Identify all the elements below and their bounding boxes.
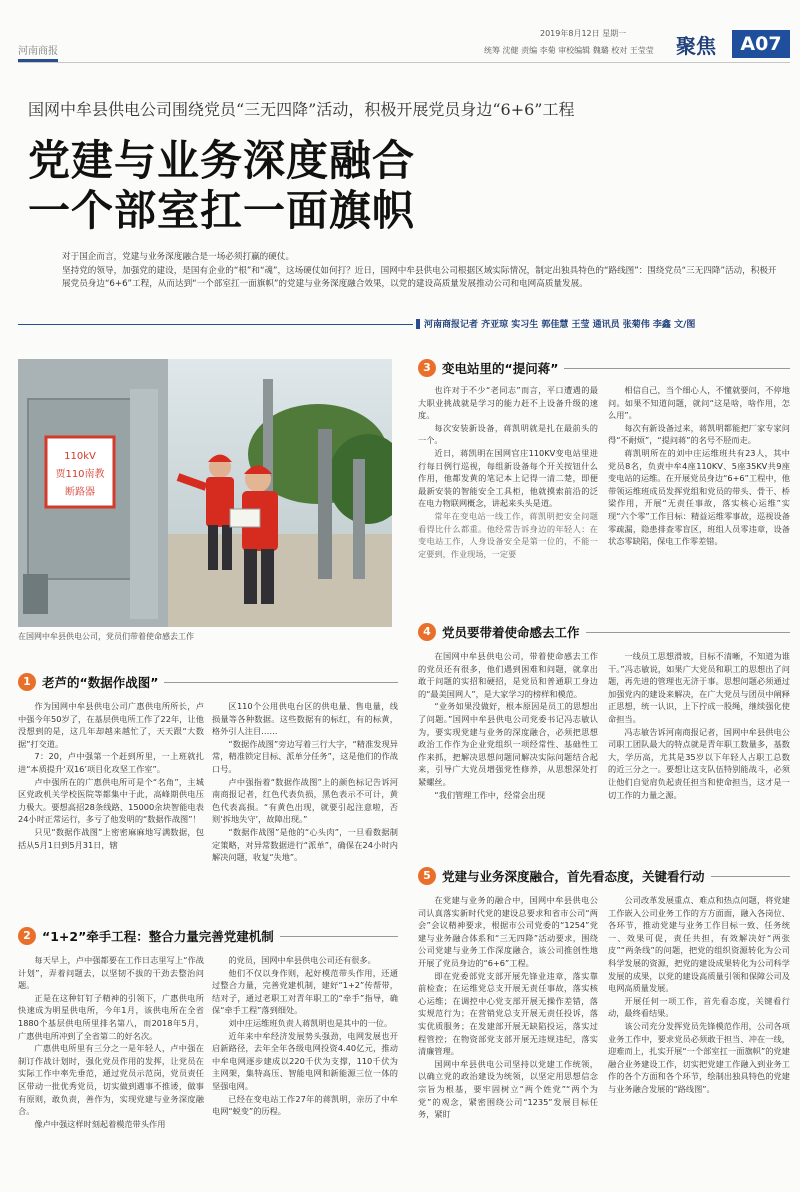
section-1-title: 老芦的“数据作战图”: [42, 675, 159, 690]
section-1-heading: [18, 672, 398, 692]
paragraph: 每次有新设备过来，蒋凯明都能把厂家专家问得“不耐烦”，“提问蒋”的名号不胫而走。: [608, 422, 790, 446]
section-1-rule: [164, 682, 398, 683]
sign-line-2: 贾110南教: [55, 469, 105, 480]
byline: 河南商报记者 齐亚琼 实习生 郭佳慧 王莹 通讯员 张菊伟 李鑫 文/图: [424, 320, 696, 330]
section-2-rule: [280, 936, 398, 937]
paragraph: 每次安装新设备，蒋凯明就是扎在最前头的一个。: [418, 422, 598, 446]
section-1-number: 1: [18, 673, 36, 691]
paragraph: “我们管理工作中，经常会出现: [434, 789, 546, 800]
section-2-column-1: [18, 954, 204, 1186]
paragraph: 每天早上，卢中强都要在工作日志里写上“作战计划”，弄着问题去，以坚韧不拔的干劲去整治问题。: [18, 955, 204, 991]
lead-paragraph-2: 坚持党的领导，加强党的建设，是国有企业的“根”和“魂”，这场硬仗如何打？近日，国网中牟县供电公司根据区域实际情况，制定出独具特色的“路线图”：围绕党员“三无四降”活动，积极开展党员身边“6+6”工程，从而达到“一个部室扛一面旗帜”的党建与业务深度融合效果，以党的建设高质量发展推动公司和电网高质量发展。: [62, 266, 777, 289]
lead-paragraph-1: 对于国企而言，党建与业务深度融合是一场必须打赢的硬仗。: [62, 252, 295, 262]
section-4-number: 4: [418, 623, 436, 641]
date-line: 2019年8月12日 星期一: [540, 29, 627, 38]
section-5-column-2: [608, 894, 790, 1184]
section-1-column-1: [18, 700, 204, 922]
headline-title-line2: 一个部室扛一面旗帜: [28, 186, 416, 235]
paragraph: 冯志敏告诉河南商报记者，国网中牟县供电公司职工团队最大的特点就是青年职工数量多，基数大，学历高，尤其是35岁以下年轻人占职工总数的近三分之一。要想让这支队伍特别能战斗，必须让他们自觉肩负起责任担当和使命担当，这才是一切工作的力量之源。: [608, 726, 790, 800]
paragraph: 近日，蒋凯明在国网官庄110KV变电站里进行每日例行巡视，每组新设备每个开关按钮什么作用，他都发黄的笔记本上记得一清二楚，即便最新安装的智能安全工具柜，他就摸索前沿的泛在电力物联网概念，讲起来头头是道。: [418, 447, 598, 509]
byline-rule: [18, 324, 413, 325]
section-4-rule: [586, 632, 790, 633]
paragraph: 卢中强所在的广惠供电所可是个“名角”，主城区党政机关学校医院等都集中于此，高峰期供电压力极大。要想高招28条线路、15000余块智能电表24小时正常运行，多亏了他发明的“数据作战图”！: [18, 776, 204, 825]
paragraph: “数据作战图”旁边写着三行大字，“精准发现异常，精准锁定目标、派单分任务”，这是他们的作战口号。: [212, 738, 398, 774]
section-3-title: 变电站里的“提问蒋”: [442, 361, 559, 376]
paragraph: 刘中庄运维班负责人蒋凯明也是其中的一位。: [228, 1017, 393, 1028]
section-2-heading: [18, 926, 398, 946]
section-4-column-1: [418, 650, 598, 860]
photo-caption: 在国网中牟县供电公司，党员们带着使命感去工作: [18, 632, 194, 641]
paragraph: 区110个公用供电台区的供电量、售电量，线损量等各种数据。这些数据有的标红，有的标黄，格外引人注目……: [212, 701, 398, 737]
paragraph: 正是在这种钉钉子精神的引领下，广惠供电所快速成为明星供电所，今年1月，该供电所在全省1880个基层供电所里排名第八，而2018年5月，广惠供电所冲到了全省第二的好名次。: [18, 992, 204, 1041]
photo-illustration: [18, 359, 392, 627]
section-3-heading: [418, 358, 790, 378]
paragraph: “业务如果没做好，根本原因是员工的思想出了问题。”国网中牟县供电公司党委书记冯志敏认为，要实现党建与业务的深度融合，必须把思想政治工作作为企业党组织一项经常性、基础性工作来抓，把解决思想问题同解决实际问题结合起来，引导广大党员增强党性修养，从思想深处打紧螺丝。: [418, 701, 598, 787]
paragraph: 在国网中牟县供电公司，带着使命感去工作的党员还有很多，他们遇到困难和问题，就拿出敢于问题的实招和硬招，是党员和普通职工身边的“最美国网人”，是大家学习的榜样和模范。: [418, 651, 598, 699]
paragraph: 也许对于不少“老同志”而言，平口遭遇的最大职业挑战就是学习的能力赶不上设备升级的速度。: [418, 385, 598, 421]
paragraph: 像卢中强这样时刻起着模范带头作用: [34, 1118, 166, 1129]
section-1-column-2: [212, 700, 398, 922]
section-3-column-2: [608, 384, 790, 616]
header-rule: [18, 62, 790, 63]
paragraph: 只见“数据作战图”上密密麻麻地写满数据，包括从5月1日到5月31日，辖: [18, 826, 204, 850]
paragraph: 国网中牟县供电公司坚持以党建工作统领，以确立党的政治建设为统领，以坚定用思想信念宗旨为根基，要牢固树立“两个姓党”“两个为党”的观念，紧密围绕公司“1235”发展目标任务，紧盯: [418, 1058, 598, 1120]
section-4-column-2: [608, 650, 790, 860]
paragraph: 在党建与业务的融合中，国网中牟县供电公司认真落实新时代党的建设总要求和省市公司“两会”会议精神要求，根据市公司党委的“1254”党建与业务融合体系和“三无四降”活动要求，围绕公司党建与业务工作深度融合，该公司推创性地开展了党员身边的“6+6”工程。: [418, 895, 598, 968]
section-2-number: 2: [18, 927, 36, 945]
paragraph: 即在党委部党支部开展先锋业违章，落实靠前检查；在运维党总支开展无责任事故，落实核心运维；在调控中心党支部开展无操作差错，落实规范行为；在营销党总支开展无责任投诉，落实优质服务；在发建部开展无缺陷投运，落实过程管控；在物资部党支部开展无违规违纪，落实清廉管理。: [418, 970, 598, 1057]
paragraph: 相信自己，当个细心人，不懂就要问，不停地问。如果不知道问题，就问“这是啥，啥作用，怎么用”。: [608, 385, 790, 421]
paragraph: 蒋凯明所在的刘中庄运维班共有23人，其中党员8名，负责中牟4座110KV、5座35KV共9座变电站的运维。在开展党员身边“6+6”工程中，他带领运维班成员发挥党组和党员的带头、骨干、桥梁作用，开展“无责任事故，落实核心运维”实现“六个零”工作目标：精益运维零事故，巡视设备零疏漏，隐患排查零盲区，班组人员零违章，设备状态零缺陷，保电工作零差错。: [608, 447, 790, 547]
paragraph: “数据作战图”是他的“心头肉”，一旦看数据制定策略，对异常数据进行“派单”，确保在24小时内解决问题，收复“失地”。: [212, 826, 398, 863]
section-5-number: 5: [418, 867, 436, 885]
section-3-number: 3: [418, 359, 436, 377]
paragraph: 公司改革发展重点、难点和热点问题，将党建工作嵌入公司业务工作的方方面面，融入各岗位、各环节，推动党建与业务工作目标一致、任务统一、效果可促，责任共担，有效解决好“两张皮”“两条线”的问题，把党的组织资源转化为公司科学发展的资源，把党的建设成果转化为公司科学发展的成果，以党的建设高质量引领和保障公司及电网高质量发展。: [608, 895, 790, 994]
paragraph: 卢中强指着“数据作战图”上的颜色标记告诉河南商报记者，红色代表负损，黑色表示不可计，黄色代表高损。“有黄色出现，就要引起注意啦，否则‘拆地失守’，故障出现。”: [212, 776, 398, 825]
section-5-rule: [711, 876, 790, 877]
section-2-title: “1+2”牵手工程：整合力量完善党建机制: [42, 929, 274, 944]
section-2-column-2: [212, 954, 398, 1186]
section-5-heading: [418, 866, 790, 886]
paragraph: 近年来中牟经济发展势头强劲，电网发展也开启新路径，去年全年各级电网投资4.40亿元，推动中牟电网逐步建成以220千伏为支撑，110千伏为主网架，集特高压、智能电网和新能源三位一体的坚强电网。: [212, 1030, 398, 1091]
paragraph: 该公司充分发挥党员先锋模范作用，公司各项业务工作中，要求党员必须敢于担当、冲在一线，迎难而上，扎实开展“一个部室扛一面旗帜”的党建融合业务建设工作，切实把党建工作融入到业务工作的各个方面和各个环节，绘制出独具特色的党建与业务融合发展的“路线图”。: [608, 1020, 790, 1094]
paragraph: 的党员，国网中牟县供电公司还有很多。: [228, 955, 376, 965]
section-5-column-1: [418, 894, 598, 1184]
section-3-rule: [564, 368, 790, 369]
paragraph: 一线员工思想滑坡，目标不清晰，不知道为谁干。”冯志敏说，如果广大党员和职工的思想出了问题，再先进的管理也无济于事。思想问题必须通过加强党内的建设来解决，在广大党员与团员中阐释正思想，统一认识，上下拧成一股绳，继续强化使命担当。: [608, 651, 790, 724]
byline-marker: [416, 319, 420, 329]
paragraph: 已经在变电站工作27年的蒋凯明，亲历了中牟电网“蜕变”的历程。: [212, 1093, 398, 1117]
section-4-heading: [418, 622, 790, 642]
paragraph: 作为国网中牟县供电公司广惠供电所所长，卢中强今年50岁了，在基层供电所工作了22年，让他没想到的是，这几年却越来越忙了，天天跟“大数据”打交道。: [18, 701, 204, 749]
sign-line-3: 断路器: [65, 487, 95, 498]
paragraph: 他们不仅以身作则，起好模范带头作用，还通过整合力量，完善党建机制，建好“1+2”传帮带，结对子，通过老职工对青年职工的“牵手”指导，确保“牵手工程”落到细处。: [212, 967, 398, 1016]
masthead-logo: 河南商报: [18, 42, 58, 62]
headline-subtitle: 国网中牟县供电公司围绕党员“三无四降”活动，积极开展党员身边“6+6”工程: [28, 100, 575, 119]
article-photo: [18, 359, 392, 627]
headline-title-line1: 党建与业务深度融合: [28, 136, 416, 185]
page-code: A07: [732, 30, 790, 58]
section-3-column-1: [418, 384, 598, 616]
paragraph: 7：20，卢中强第一个赶到所里，一上班就扎进“本质提升‘双16’项目化攻坚工作室”。: [18, 751, 204, 774]
sign-line-1: 110kV: [64, 451, 96, 462]
editor-line: 统筹 沈健 责编 李菊 审校编辑 魏璐 校对 王莹莹: [484, 46, 654, 55]
paragraph: 开展任何一项工作，首先看态度，关键看行动，最终看结果。: [608, 995, 790, 1019]
paragraph: 常年在变电站一线工作，蒋凯明把安全问题看得比什么都重。他经常告诉身边的年轻人：在变电站工作，人身设备安全是第一位的，不能一定要到，作业现场，一定要: [418, 510, 598, 559]
section-5-title: 党建与业务深度融合，首先看态度，关键看行动: [442, 869, 705, 884]
section-name: 聚焦: [676, 34, 716, 58]
section-4-title: 党员要带着使命感去工作: [442, 625, 580, 640]
paragraph: 广惠供电所里有三分之一是年轻人，卢中强在制订作战计划时，强化党员作用的发挥，让党员在实际工作中率先垂范，通过党员示范岗，党员责任区带动一批优秀党员，切实做到遇事不推诿，做事有原则，敢负责，善作为，实现党建与业务深度融合。: [18, 1043, 204, 1117]
